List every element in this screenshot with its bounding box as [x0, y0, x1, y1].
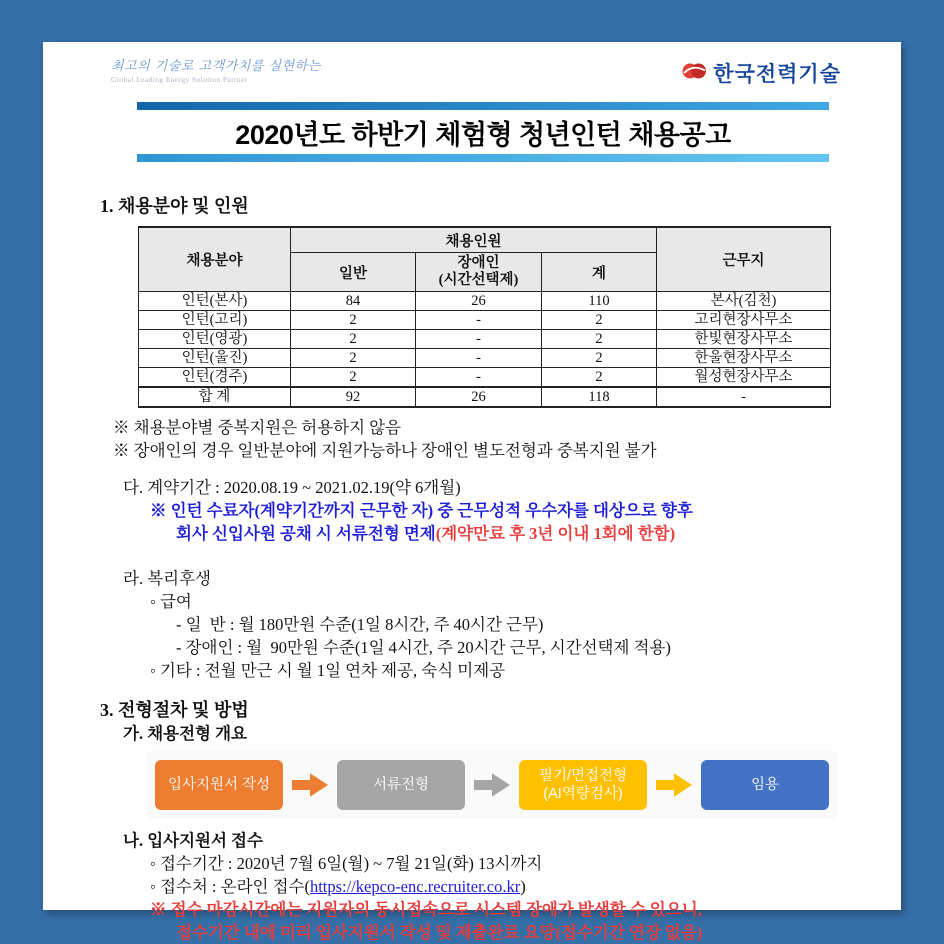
slogan-english: Global Leading Energy Solution Partner — [111, 75, 248, 84]
section3-heading: 3. 전형절차 및 방법 — [100, 700, 249, 720]
col-header-recruit-count: 채용인원 — [291, 227, 657, 253]
arrow-right-icon — [656, 771, 692, 799]
recruitment-process-flow — [147, 751, 837, 819]
company-name: 한국전력기술 — [713, 63, 841, 86]
red-warning-line1: ※ 접수 마감시간에는 지원자의 동시접속으로 시스템 장애가 발생할 수 있으니, — [150, 900, 702, 919]
page-header — [43, 42, 901, 88]
table-row: 인턴(경주) 2 - 2 월성현장사무소 — [139, 368, 831, 388]
section3-sub-b: 나. 입사지원서 접수 — [123, 831, 263, 850]
table-row: 인턴(고리) 2 - 2 고리현장사무소 — [139, 311, 831, 330]
salary-heading: ◦ 급여 — [150, 592, 192, 611]
title-top-bar — [137, 102, 829, 110]
document-page — [43, 42, 901, 942]
flow-step-application: 입사지원서 작성 — [155, 760, 283, 810]
blue-note-line1: ※ 인턴 수료자(계약기간까지 근무한 자) 중 근무성적 우수자를 대상으로 향후 — [150, 501, 693, 520]
red-warning-line2: 접수기간 내에 미리 입사지원서 작성 및 제출완료 요망(접수기간 연장 없음) — [176, 923, 703, 942]
salary-general-line: - 일 반 : 월 180만원 수준(1일 8시간, 주 40시간 근무) — [176, 615, 544, 634]
table-row: 인턴(울진) 2 - 2 한울현장사무소 — [139, 349, 831, 368]
recruitment-table — [138, 226, 831, 408]
salary-disabled-line: - 장애인 : 월 90만원 수준(1일 4시간, 주 20시간 근무, 시간선택제 적용) — [176, 638, 671, 657]
page-title: 2020년도 하반기 체험형 청년인턴 채용공고 — [235, 120, 731, 150]
flow-step-written-interview: 필기/면접전형 (AI역량검사) — [519, 760, 647, 810]
blue-note-line2-blue: 회사 신입사원 공채 시 서류전형 면제 — [176, 524, 436, 543]
blue-note-line2-red: (계약만료 후 3년 이내 1회에 한함) — [435, 524, 676, 543]
title-bottom-bar — [137, 154, 829, 162]
welfare-heading: 라. 복리후생 — [123, 569, 211, 588]
note-disabled-apply: ※ 장애인의 경우 일반분야에 지원가능하나 장애인 별도전형과 중복지원 불가 — [113, 441, 657, 460]
flow-step-appointment: 임용 — [701, 760, 829, 810]
application-url-link[interactable]: https://kepco-enc.recruiter.co.kr — [309, 877, 521, 896]
arrow-right-icon — [292, 771, 328, 799]
table-row: 인턴(본사) 84 26 110 본사(김천) — [139, 292, 831, 311]
company-slogan — [111, 55, 321, 84]
kepco-logo-icon — [682, 62, 707, 85]
col-header-disabled: 장애인 (시간선택제) — [416, 253, 542, 292]
application-where-line: ◦ 접수처 : 온라인 접수(https://kepco-enc.recruiter.co.kr) — [150, 877, 526, 896]
section1-heading: 1. 채용분야 및 인원 — [100, 196, 249, 216]
arrow-right-icon — [474, 771, 510, 799]
slogan-korean: 최고의 기술로 고객가치를 실현하는 — [111, 59, 321, 74]
note-no-duplicate-apply: ※ 채용분야별 중복지원은 허용하지 않음 — [113, 418, 402, 437]
company-logo — [682, 58, 841, 88]
application-period-line: ◦ 접수기간 : 2020년 7월 6일(월) ~ 7월 21일(화) 13시까지 — [150, 854, 543, 873]
table-row: 인턴(영광) 2 - 2 한빛현장사무소 — [139, 330, 831, 349]
col-header-field: 채용분야 — [139, 227, 291, 292]
title-block — [137, 102, 829, 162]
col-header-general: 일반 — [291, 253, 416, 292]
section3-sub-a: 가. 채용전형 개요 — [123, 724, 247, 743]
flow-step-document-screening: 서류전형 — [337, 760, 465, 810]
table-total-row: 합 계 92 26 118 - — [139, 387, 831, 407]
col-header-total: 계 — [542, 253, 657, 292]
contract-period-line: 다. 계약기간 : 2020.08.19 ~ 2021.02.19(약 6개월) — [123, 478, 461, 497]
col-header-location: 근무지 — [657, 227, 831, 292]
welfare-etc-line: ◦ 기타 : 전월 만근 시 월 1일 연차 제공, 숙식 미제공 — [150, 661, 506, 680]
blue-note-line2 — [176, 522, 901, 545]
